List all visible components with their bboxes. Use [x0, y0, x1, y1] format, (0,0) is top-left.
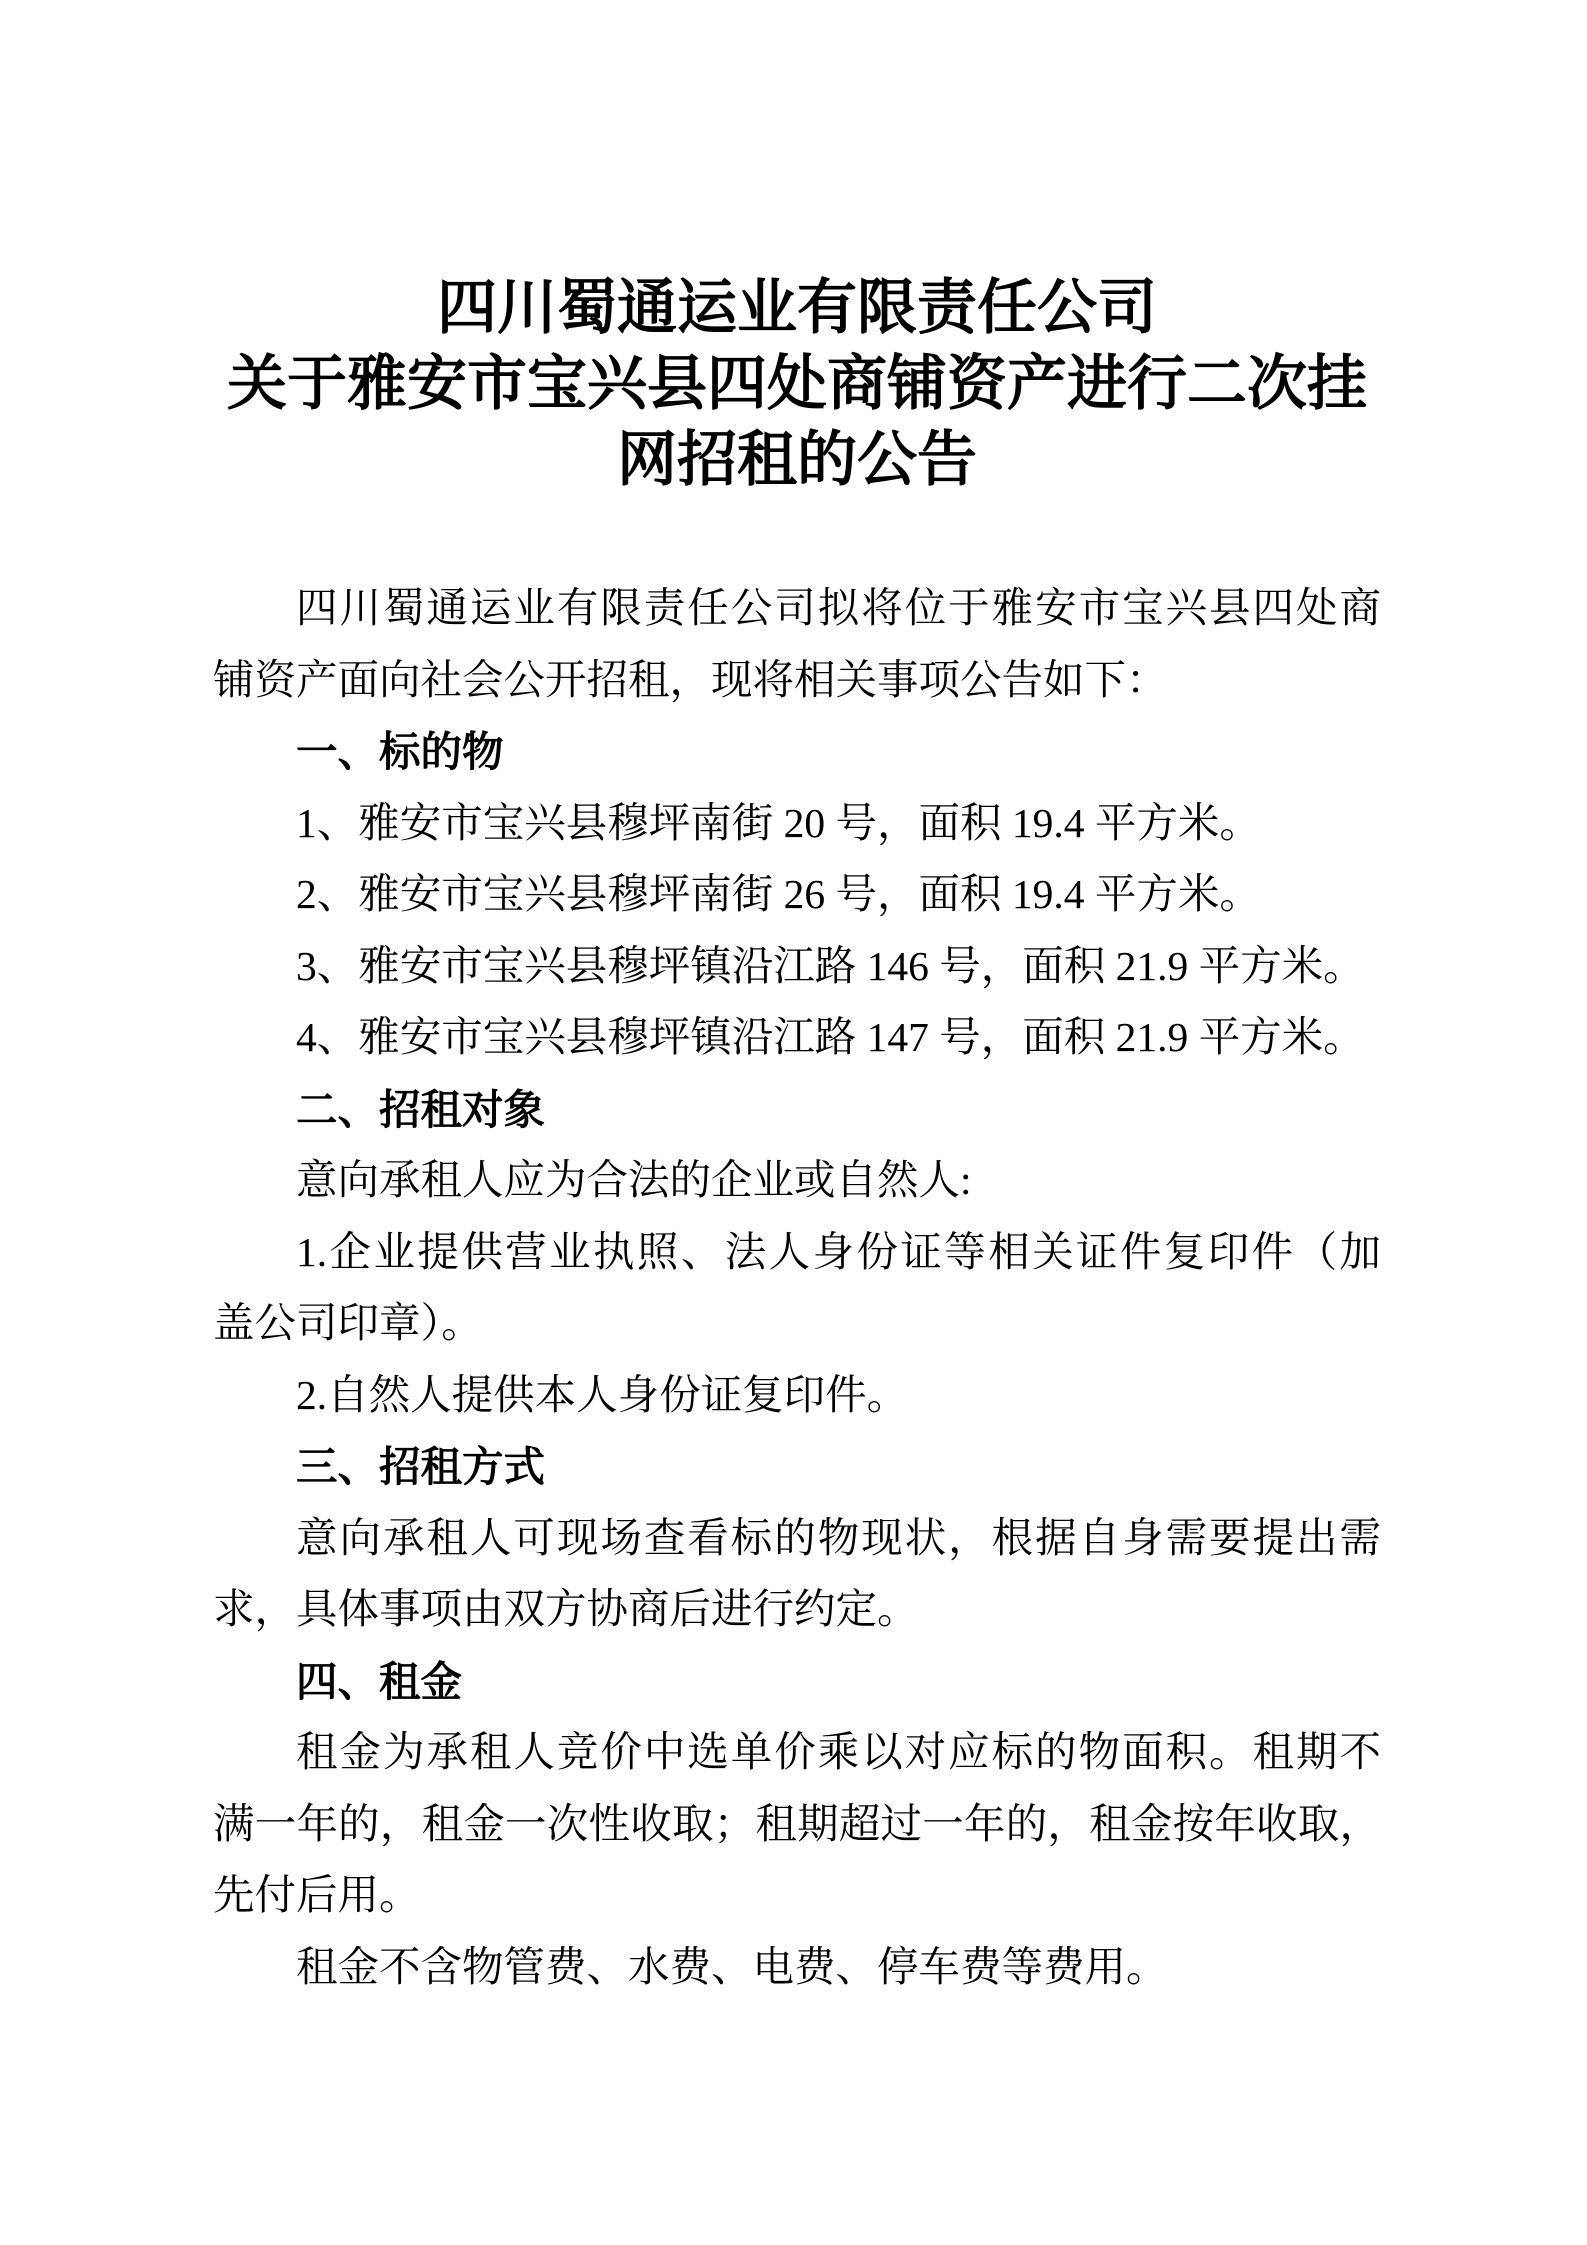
document-line: 租金不含物管费、水费、电费、停车费等费用。 — [296, 1943, 1168, 1990]
paragraph — [213, 1717, 1381, 1932]
paragraph — [213, 1360, 1381, 1432]
section-heading — [213, 716, 1381, 788]
paragraph — [213, 931, 1381, 1003]
document-title-line-2: 关于雅安市宝兴县四处商铺资产进行二次挂 — [227, 351, 1367, 417]
section-heading — [213, 1431, 1381, 1503]
document-line: 求，具体事项由双方协商后进行约定。 — [213, 1586, 919, 1632]
document-body — [213, 573, 1381, 2003]
paragraph — [213, 1932, 1381, 2004]
paragraph — [213, 1145, 1381, 1217]
document-line: 意向承租人应为合法的企业或自然人: — [296, 1157, 972, 1203]
section-heading — [213, 1074, 1381, 1146]
document-line: 意向承租人可现场查看标的物现状，根据自身需要提出需 — [296, 1514, 1381, 1561]
document-line: 满一年的，租金一次性收取；租期超过一年的，租金按年收取， — [213, 1800, 1381, 1847]
paragraph — [213, 859, 1381, 931]
document-line: 四、租金 — [296, 1657, 463, 1705]
document-line: 3、雅安市宝兴县穆坪镇沿江路 146 号，面积 21.9 平方米。 — [296, 942, 1365, 989]
paragraph — [213, 1503, 1381, 1646]
document-title — [213, 270, 1381, 498]
document-content — [213, 270, 1381, 2003]
document-line: 三、招租方式 — [296, 1443, 546, 1490]
document-line: 1、雅安市宝兴县穆坪南街 20 号，面积 19.4 平方米。 — [296, 799, 1261, 846]
document-line: 二、招租对象 — [296, 1085, 546, 1133]
document-line: 盖公司印章）。 — [213, 1300, 483, 1346]
document-line: 4、雅安市宝兴县穆坪镇沿江路 147 号，面积 21.9 平方米。 — [296, 1014, 1365, 1060]
paragraph — [213, 1217, 1381, 1360]
section-heading — [213, 1646, 1381, 1718]
paragraph — [213, 1002, 1381, 1074]
document-title-line-1: 四川蜀通运业有限责任公司 — [437, 275, 1157, 341]
document-line: 一、标的物 — [296, 728, 504, 775]
document-line: 2.自然人提供本人身份证复印件。 — [296, 1371, 909, 1418]
document-title-line-3: 网招租的公告 — [617, 427, 977, 493]
paragraph — [213, 788, 1381, 860]
document-line: 四川蜀通运业有限责任公司拟将位于雅安市宝兴县四处商 — [296, 585, 1381, 631]
document-line: 租金为承租人竞价中选单价乘以对应标的物面积。租期不 — [296, 1729, 1381, 1775]
document-line: 1.企业提供营业执照、法人身份证等相关证件复印件（加 — [296, 1228, 1381, 1275]
document-line: 铺资产面向社会公开招租，现将相关事项公告如下： — [213, 656, 1168, 703]
document-line: 先付后用。 — [213, 1872, 421, 1918]
document-line: 2、雅安市宝兴县穆坪南街 26 号，面积 19.4 平方米。 — [296, 871, 1261, 917]
paragraph — [213, 573, 1381, 716]
